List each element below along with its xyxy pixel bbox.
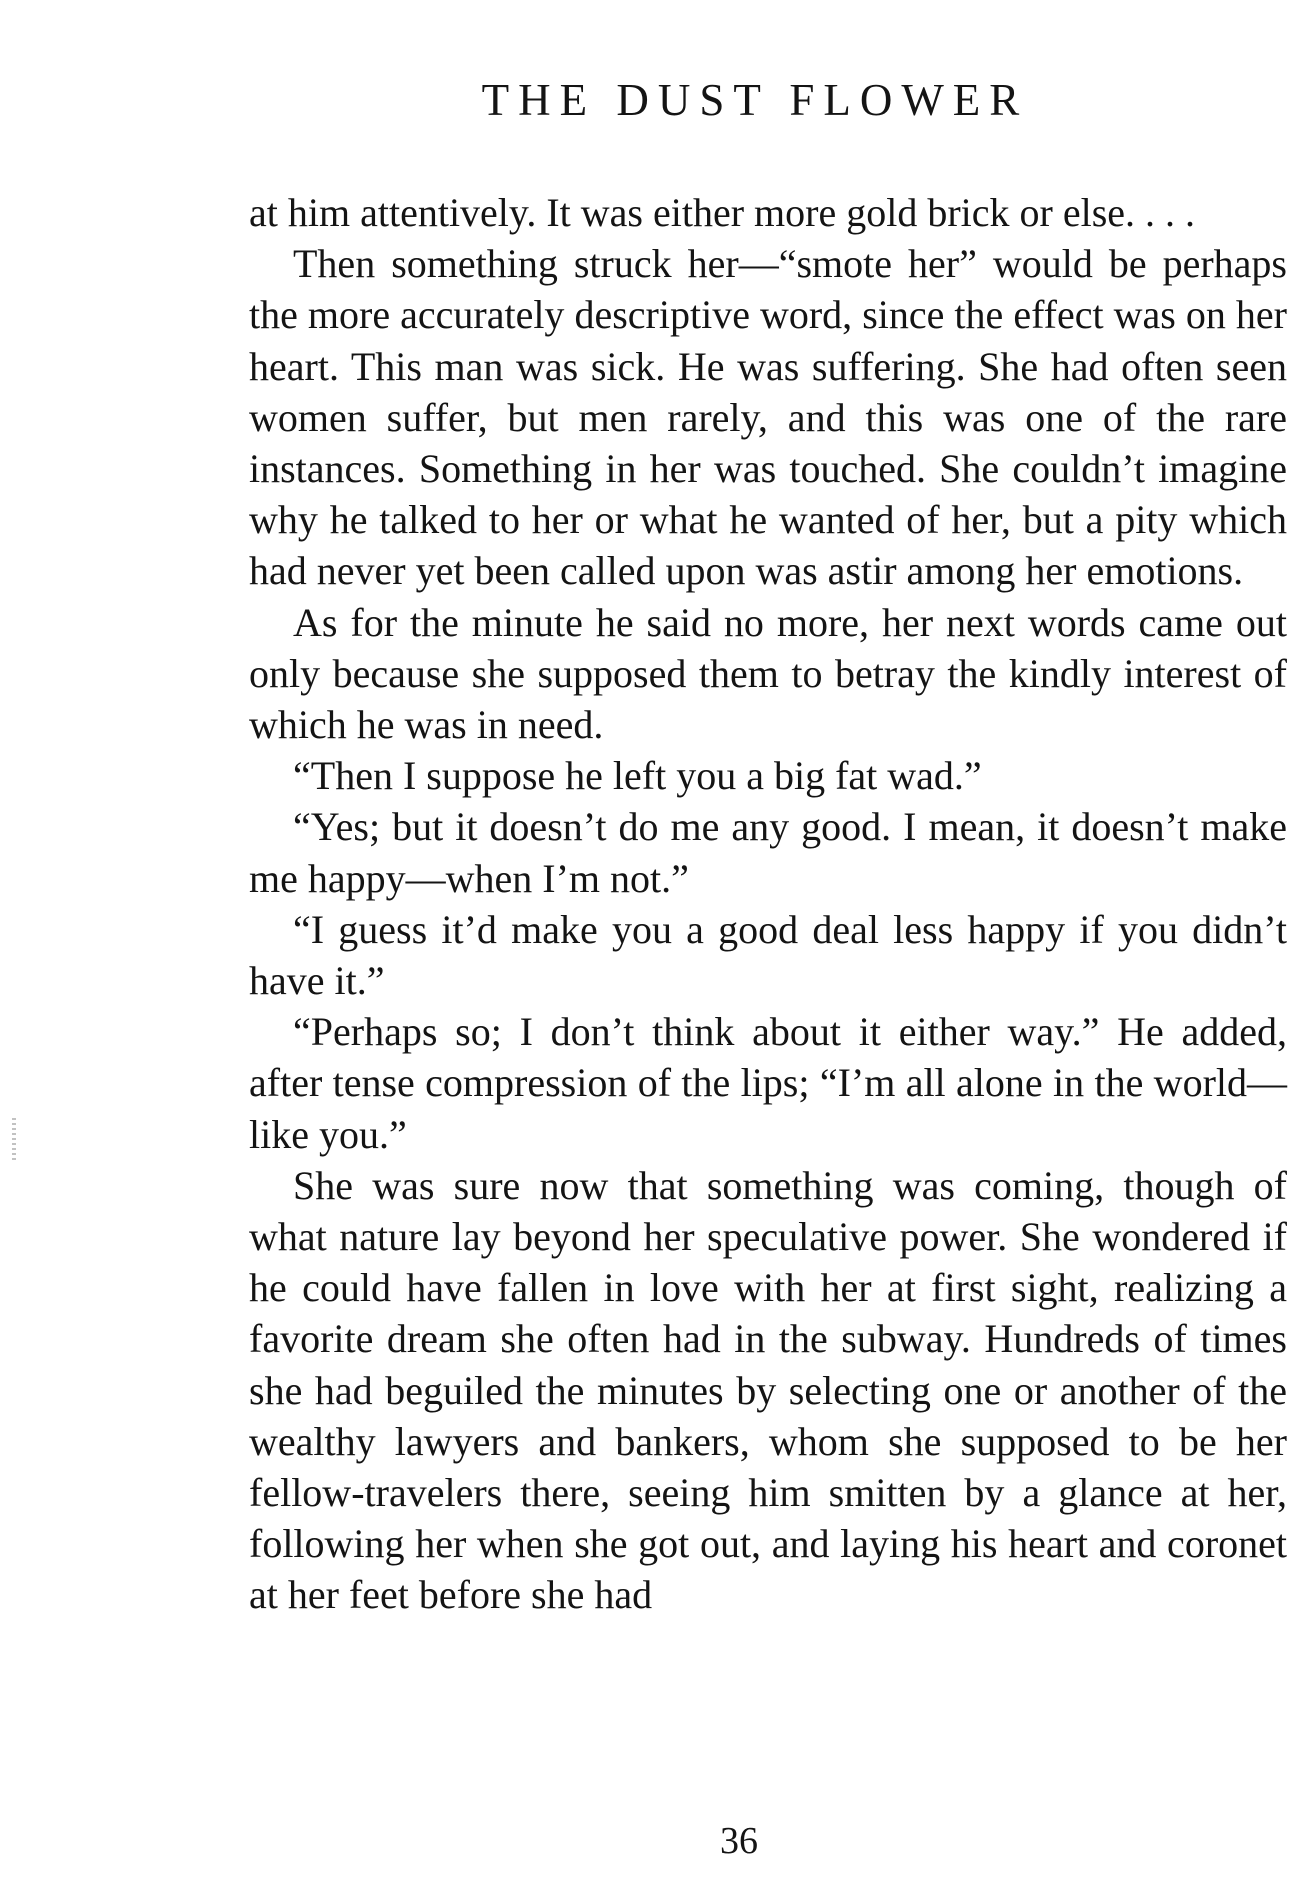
paragraph: Then something struck her—“smote her” would be perhaps the more accurately descriptive word, since the effect was on her heart. This man was sick. He was suffering. She had often seen women suffer, but men rarely, and this was one of the rare instances. Something in her was touched. She couldn’t imagine why he talked to her or what he wanted of her, but a pity which had never yet been called upon was astir among her emotions. (249, 241, 1287, 594)
running-head: THE DUST FLOWER (481, 75, 1029, 125)
paragraph-continued: at him attentively. It was either more gold brick or else. . . . (249, 190, 1196, 235)
page-number: 36 (720, 1820, 758, 1862)
paragraph-dialogue: “Yes; but it doesn’t do me any good. I mean, it doesn’t make me happy—when I’m not.” (249, 804, 1287, 901)
paragraph: She was sure now that something was coming, though of what nature lay beyond her speculative power. She wondered if he could have fallen in love with her at first sight, realizing a favorite dream she often had in the subway. Hundreds of times she had beguiled the minutes by selecting one or another of the wealthy lawyers and bankers, whom she supposed to be her fellow-travelers there, seeing him smitten by a glance at her, following her when she got out, and laying his heart and coronet at her feet before she had (249, 1162, 1287, 1618)
paragraph: As for the minute he said no more, her next words came out only because she supposed them to betray the kindly interest of which he was in need. (249, 599, 1287, 748)
paragraph-dialogue: “Perhaps so; I don’t think about it either way.” He added, after tense compression of the lips; “I’m all alone in the world—like you.” (249, 1009, 1287, 1157)
binding-speck (12, 1118, 16, 1160)
paragraph-dialogue: “Then I suppose he left you a big fat wad.” (293, 753, 982, 799)
body-text (249, 187, 1287, 1621)
paragraph-dialogue: “I guess it’d make you a good deal less happy if you didn’t have it.” (249, 906, 1287, 1004)
